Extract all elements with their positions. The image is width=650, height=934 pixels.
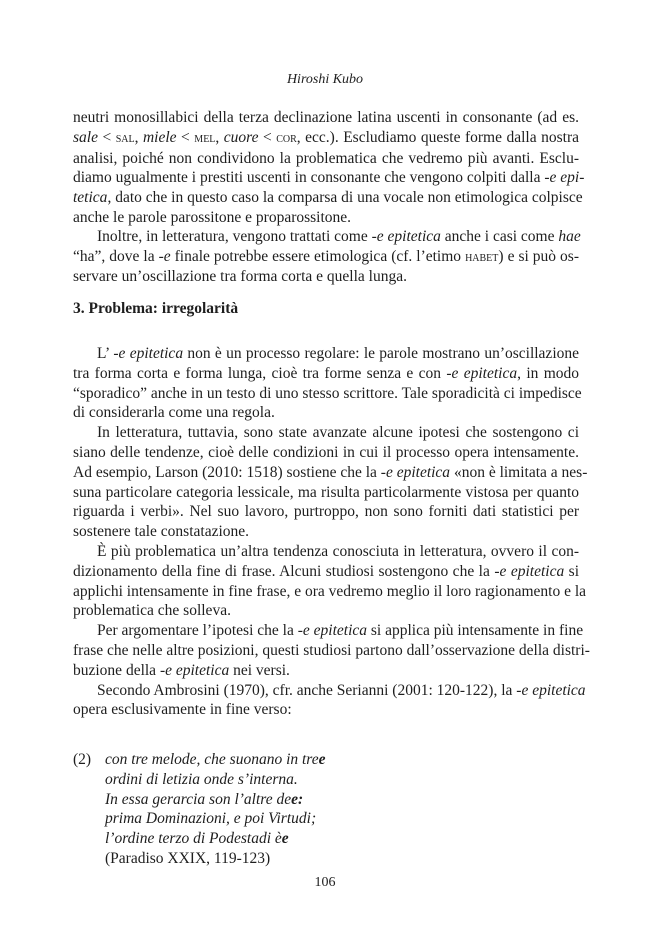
text-line: È più problematica un’altra tendenza conosciuta in letteratura, ovvero il con- bbox=[97, 543, 579, 560]
paragraph-6 bbox=[73, 621, 590, 680]
text: buzione della bbox=[73, 661, 160, 679]
text-line bbox=[73, 247, 579, 268]
verse-line: prima Dominazioni, e poi Virtudi; bbox=[105, 810, 317, 828]
text: < bbox=[258, 128, 277, 146]
latin-etymon: habet bbox=[465, 248, 499, 265]
term: -e epitetica bbox=[446, 364, 518, 382]
latin-etymon: sal bbox=[115, 129, 135, 146]
verse-example bbox=[105, 750, 326, 869]
latin-etymon: cor bbox=[276, 129, 297, 146]
text-line: problematica che solleva. bbox=[73, 602, 231, 620]
text-line bbox=[73, 188, 583, 208]
term: -e epitetica bbox=[494, 562, 565, 580]
section-heading: 3. Problema: irregolarità bbox=[73, 300, 239, 317]
running-head: Hiroshi Kubo bbox=[286, 72, 364, 87]
page-number: 106 bbox=[314, 875, 336, 890]
text: < bbox=[176, 128, 195, 146]
text-line: di considerarla come una regola. bbox=[73, 404, 275, 422]
text-line: opera esclusivamente in fine verso: bbox=[73, 701, 292, 719]
verse-line bbox=[105, 790, 326, 810]
text: Per argomentare l’ipotesi che la bbox=[97, 622, 298, 640]
text: tra forma corta e forma lunga, cioè tra forme senza e con bbox=[73, 364, 447, 382]
epithetic-vowel: e bbox=[318, 751, 326, 768]
word: cuore bbox=[223, 128, 259, 146]
text: Inoltre, in letteratura, vengono trattati come bbox=[97, 227, 372, 245]
text: non è un processo regolare: le parole mostrano un’oscillazione bbox=[183, 345, 580, 362]
text-line bbox=[73, 681, 586, 701]
text: < bbox=[97, 128, 116, 146]
text-line: applichi intensamente in fine frase, e ora vedremo meglio il loro ragionamento e la bbox=[73, 582, 587, 600]
text-line: riguarda i verbi». Nel suo lavoro, purtroppo, non sono forniti dati statistici per bbox=[73, 503, 579, 521]
text-line bbox=[73, 621, 584, 641]
text: dizionamento della fine di frase. Alcuni studiosi sostengono che la bbox=[73, 562, 495, 580]
paragraph-7 bbox=[73, 681, 586, 721]
example-number: (2) bbox=[73, 751, 92, 768]
text: l’ordine terzo di Podestadi è bbox=[105, 830, 282, 848]
text-line bbox=[73, 463, 588, 483]
term: -e epitetica bbox=[516, 681, 586, 699]
verse-line: ordini di letizia onde s’interna. bbox=[105, 770, 298, 788]
text-line: In letteratura, tuttavia, sono state avanzate alcune ipotesi che sostengono ci bbox=[97, 424, 579, 442]
term: -e bbox=[158, 247, 171, 265]
text-line bbox=[73, 227, 579, 247]
paragraph-2 bbox=[73, 227, 579, 287]
term: -e epitetica bbox=[371, 227, 441, 245]
term: -e epitetica bbox=[159, 661, 230, 679]
text-line: frase che nelle altre posizioni, questi studiosi partono dall’osservazione della distri- bbox=[73, 641, 590, 659]
text: Secondo Ambrosini (1970), cfr. anche Serianni (2001: 120-122), la bbox=[97, 681, 517, 699]
term: tetica bbox=[73, 189, 108, 207]
text: si applica più intensamente in fine bbox=[367, 622, 584, 640]
text: , ecc.). Escludiamo queste forme dalla nostra bbox=[296, 128, 579, 146]
text-line: neutri monosillabici della terza declinazione latina uscenti in consonante (ad es. bbox=[73, 109, 579, 126]
text: , bbox=[134, 128, 143, 146]
text-line: servare un’oscillazione tra forma corta e quella lunga. bbox=[73, 268, 407, 286]
text: anche i casi come bbox=[440, 227, 559, 245]
paragraph-3 bbox=[73, 344, 582, 423]
term: -e epitetica bbox=[113, 345, 184, 362]
paragraph-4 bbox=[73, 423, 588, 542]
epithetic-vowel: e: bbox=[291, 790, 304, 808]
term: -e epitetica bbox=[380, 463, 451, 481]
text: In essa gerarcia son l’altre de bbox=[105, 790, 292, 808]
text: , in modo bbox=[517, 364, 580, 382]
text-line: anche le parole parossitone e proparossitone. bbox=[73, 208, 352, 226]
text: L’ bbox=[97, 345, 114, 362]
text: «non è limitata a nes- bbox=[450, 463, 588, 481]
text-line bbox=[73, 661, 579, 681]
text-line: sostenere tale constatazione. bbox=[73, 523, 250, 541]
text-line bbox=[73, 168, 585, 188]
term: -e epi- bbox=[544, 169, 585, 187]
text: con tre melode, che suonano in tre bbox=[105, 751, 319, 768]
text-line: analisi, poiché non condividono la problematica che vedremo più avanti. Esclu- bbox=[73, 149, 579, 167]
text: si bbox=[564, 562, 580, 580]
text: nei versi. bbox=[229, 661, 290, 679]
text-line bbox=[73, 562, 579, 582]
text-line bbox=[73, 364, 579, 384]
word: miele bbox=[142, 128, 177, 146]
text: diamo ugualmente i prestiti uscenti in consonante che vengono colpiti dalla bbox=[73, 169, 545, 187]
text: finale potrebbe essere etimologica (cf. l’etimo bbox=[170, 247, 466, 265]
paragraph-5 bbox=[73, 542, 587, 621]
epithetic-vowel: e bbox=[281, 830, 289, 848]
text-line: siano delle tendenze, cioè delle condizioni in cui il processo opera intensamente. bbox=[73, 443, 579, 461]
latin-etymon: mel bbox=[194, 129, 216, 146]
verse-source: (Paradiso XXIX, 119-123) bbox=[105, 849, 271, 867]
verse-line bbox=[105, 750, 326, 770]
text: ) e si può os- bbox=[498, 247, 579, 265]
text-line bbox=[73, 128, 579, 149]
word: hae bbox=[558, 227, 581, 245]
text: “ha”, dove la bbox=[73, 247, 159, 265]
text: Ad esempio, Larson (2010: 1518) sostiene che la bbox=[73, 463, 381, 481]
word: sale bbox=[73, 128, 98, 146]
text-line: “sporadico” anche in un testo di uno stesso scrittore. Tale sporadicità ci impedisce bbox=[73, 384, 582, 402]
text-line bbox=[73, 344, 579, 364]
paragraph-1 bbox=[73, 108, 585, 228]
verse-line bbox=[105, 829, 326, 849]
text: , dato che in questo caso la comparsa di una vocale non etimologica colpisce bbox=[107, 189, 583, 207]
text: , bbox=[215, 128, 224, 146]
text-line: suna particolare categoria lessicale, ma risulta particolarmente vistosa per quanto bbox=[73, 483, 579, 501]
term: -e epitetica bbox=[297, 622, 367, 640]
